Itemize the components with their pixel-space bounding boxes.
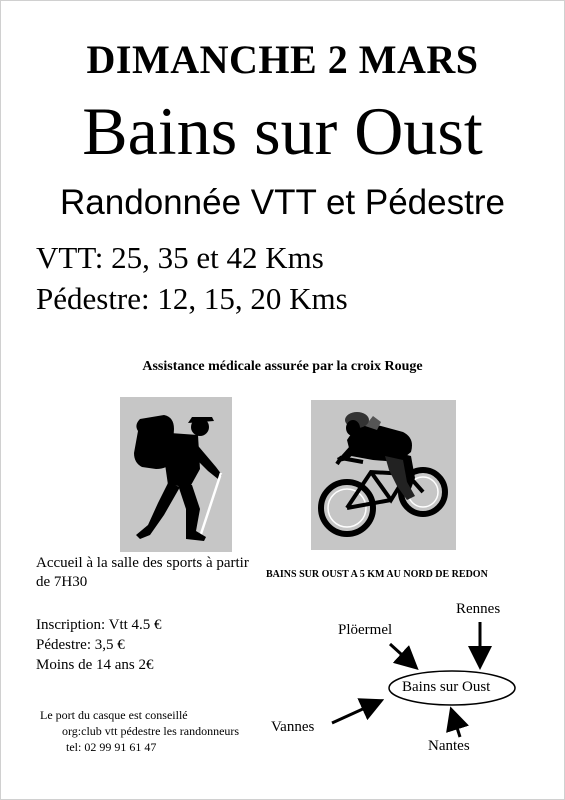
hiker-image <box>120 397 232 552</box>
arrow-from-vannes <box>332 703 376 723</box>
map-nantes: Nantes <box>428 738 470 754</box>
pedestre-distances: Pédestre: 12, 15, 20 Kms <box>36 281 348 316</box>
map-rennes: Rennes <box>456 601 501 617</box>
map-vannes: Vannes <box>271 719 315 735</box>
arrow-from-ploermel <box>390 644 412 664</box>
mountain-biker-icon <box>311 400 456 550</box>
footer-notes <box>40 707 239 755</box>
price-children: Moins de 14 ans 2€ <box>36 657 154 673</box>
location-note: BAINS SUR OUST A 5 KM AU NORD DE REDON <box>266 569 488 580</box>
price-vtt: Inscription: Vtt 4.5 € <box>36 617 162 633</box>
vtt-distances: VTT: 25, 35 et 42 Kms <box>36 240 324 275</box>
pricing-block <box>36 615 236 675</box>
helmet-note: Le port du casque est conseillé <box>40 708 188 722</box>
map-center-label: Bains sur Oust <box>402 679 491 695</box>
organizer-note: org:club vtt pédestre les randonneurs <box>62 724 240 738</box>
event-subtitle: Randonnée VTT et Pédestre <box>60 183 505 222</box>
price-pedestre: Pédestre: 3,5 € <box>36 637 125 653</box>
event-date: DIMANCHE 2 MARS <box>86 37 479 82</box>
medical-assistance-note: Assistance médicale assurée par la croix Rouge <box>142 359 423 374</box>
phone-note: tel: 02 99 91 61 47 <box>66 740 157 754</box>
town-title: Bains sur Oust <box>82 93 483 169</box>
arrow-from-nantes <box>453 715 460 737</box>
location-map <box>260 595 560 760</box>
welcome-info: Accueil à la salle des sports à partir de 7H30 <box>36 555 249 590</box>
map-ploermel: Plöermel <box>338 622 393 638</box>
hiker-icon <box>120 397 232 552</box>
cyclist-image <box>311 400 456 550</box>
